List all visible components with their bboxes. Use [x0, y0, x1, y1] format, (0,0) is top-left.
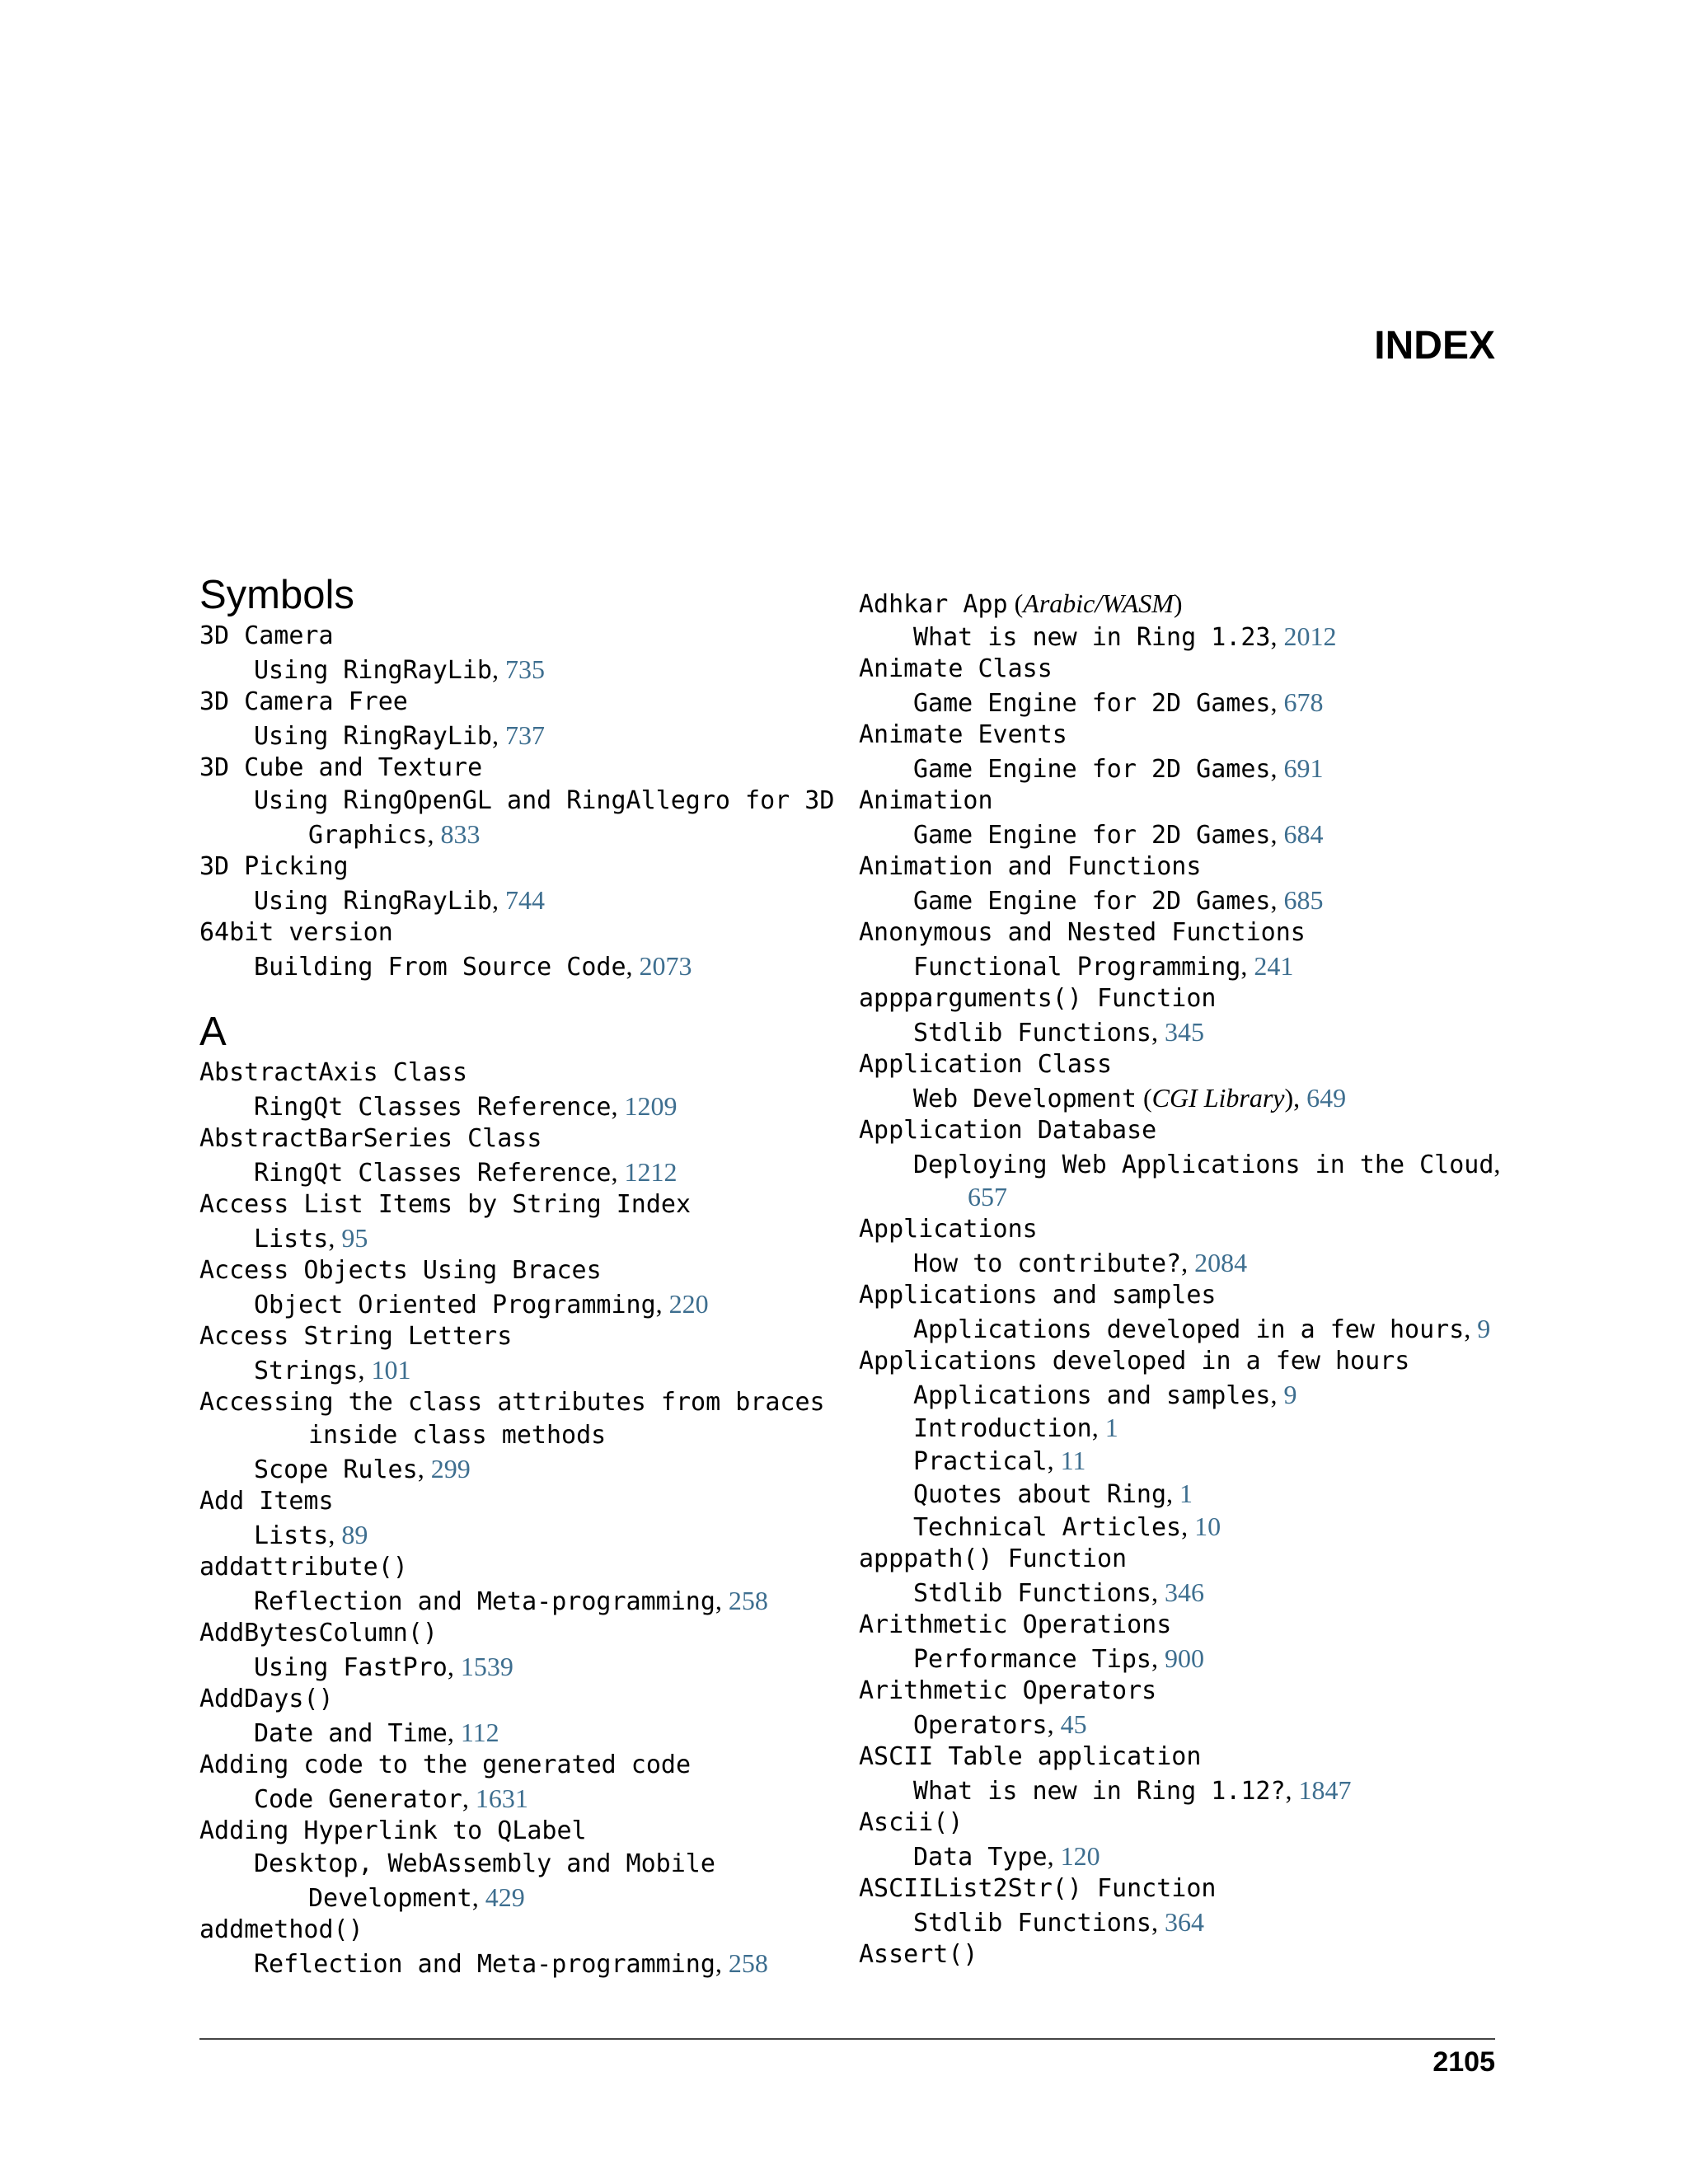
subentry-label: Game Engine for 2D Games [913, 887, 1271, 916]
index-term: 64bit version [199, 918, 393, 947]
footer-rule [199, 2038, 1495, 2040]
subentry-label: Using RingRayLib [254, 722, 492, 751]
index-subentry: Using RingRayLib, 735 [254, 654, 545, 685]
index-term: Anonymous and Nested Functions [859, 918, 1306, 947]
index-term: Animate Events [859, 720, 1067, 749]
subentry-label: Using FastPro [254, 1653, 448, 1682]
page-link[interactable]: 657 [968, 1182, 1007, 1212]
index-term: Applications and samples [859, 1281, 1217, 1310]
index-term: 3D Camera Free [199, 687, 408, 716]
page-link[interactable]: 101 [371, 1355, 411, 1385]
index-subentry: Using RingRayLib, 744 [254, 885, 545, 916]
page-link[interactable]: 95 [341, 1223, 368, 1253]
index-subentry: Applications and samples, 9 [913, 1380, 1297, 1410]
index-term: Adhkar App (Arabic/WASM) [859, 588, 1183, 619]
index-term: addmethod() [199, 1915, 363, 1944]
page-link[interactable]: 10 [1194, 1511, 1221, 1541]
index-term: Adding Hyperlink to QLabel [199, 1816, 587, 1845]
index-subentry: Reflection and Meta-programming, 258 [254, 1948, 768, 1979]
index-term: Applications [859, 1215, 1038, 1244]
subentry-label: Game Engine for 2D Games [913, 689, 1271, 718]
index-term-continued: inside class methods [308, 1421, 607, 1450]
subentry-label: Introduction [913, 1414, 1092, 1443]
index-subentry-continued [859, 1180, 1502, 1213]
index-term: addattribute() [199, 1553, 408, 1582]
index-subentry: Reflection and Meta-programming, 258 [254, 1586, 768, 1616]
subentry-label: Performance Tips [913, 1645, 1151, 1674]
index-subentry: Operators, 45 [913, 1709, 1087, 1740]
index-term: Animation and Functions [859, 852, 1202, 881]
page-link[interactable]: 9 [1283, 1380, 1297, 1409]
index-term: AbstractAxis Class [199, 1058, 468, 1087]
index-subentry: Practical, 11 [913, 1446, 1086, 1476]
page-number: 2105 [1432, 2046, 1495, 2078]
index-term: ASCIIList2Str() Function [859, 1874, 1217, 1903]
index-subentry-continued: Graphics, 833 [308, 819, 481, 850]
index-subentry: Functional Programming, 241 [913, 951, 1294, 982]
index-subentry: Applications developed in a few hours, 9 [913, 1314, 1491, 1344]
page-link[interactable]: 1212 [624, 1157, 678, 1187]
page-link[interactable]: 364 [1164, 1907, 1204, 1937]
index-term: ASCII Table application [859, 1742, 1202, 1771]
index-subentry: Stdlib Functions, 345 [913, 1017, 1204, 1047]
page-link[interactable]: 1631 [475, 1783, 528, 1813]
subentry-label: How to contribute? [913, 1249, 1182, 1278]
subentry-label: Lists [254, 1521, 329, 1550]
page-link[interactable]: 120 [1060, 1841, 1100, 1871]
index-subentry: Stdlib Functions, 364 [913, 1907, 1204, 1938]
index-term: Access List Items by String Index [199, 1190, 692, 1219]
subentry-label: Functional Programming [913, 953, 1241, 982]
page-link[interactable]: 429 [485, 1882, 525, 1912]
page-link[interactable]: 744 [504, 885, 545, 915]
page-link[interactable]: 241 [1254, 951, 1294, 981]
page-link[interactable]: 2073 [639, 951, 692, 981]
term-note: Arabic/WASM [1023, 588, 1174, 618]
index-subentry: Game Engine for 2D Games, 684 [913, 819, 1324, 850]
subentry-label: Quotes about Ring [913, 1480, 1167, 1509]
subentry-label: RingQt Classes Reference [254, 1159, 612, 1188]
page-title: INDEX [1374, 324, 1495, 368]
page-link[interactable]: 345 [1164, 1017, 1204, 1047]
index-term: 3D Picking [199, 852, 349, 881]
subentry-label: What is new in Ring 1.12? [913, 1777, 1286, 1806]
page-link[interactable]: 258 [728, 1948, 768, 1978]
subentry-label: Web Development [913, 1085, 1137, 1113]
subentry-label: Graphics [308, 821, 428, 850]
page-link[interactable]: 220 [668, 1289, 709, 1319]
index-subentry: How to contribute?, 2084 [913, 1248, 1248, 1278]
subentry-label: Game Engine for 2D Games [913, 755, 1271, 784]
subentry-label: Building From Source Code [254, 953, 626, 982]
index-subentry: Game Engine for 2D Games, 678 [913, 687, 1324, 718]
subentry-label: Practical [913, 1447, 1048, 1476]
page-link[interactable]: 685 [1283, 885, 1324, 915]
index-subentry: Using FastPro, 1539 [254, 1652, 513, 1682]
index-subentry: Using RingRayLib, 737 [254, 720, 545, 751]
index-column-left [199, 570, 834, 1980]
index-subentry: RingQt Classes Reference, 1209 [254, 1091, 678, 1122]
page-link[interactable]: 346 [1164, 1577, 1204, 1607]
page-link[interactable]: 89 [341, 1520, 368, 1549]
index-subentry: Desktop, WebAssembly and Mobile [254, 1849, 715, 1878]
subentry-label: Applications developed in a few hours [913, 1315, 1465, 1344]
page-link[interactable]: 1539 [460, 1652, 513, 1681]
page-link[interactable]: 1847 [1298, 1775, 1352, 1805]
page-link[interactable]: 2084 [1194, 1248, 1248, 1277]
index-subentry: Object Oriented Programming, 220 [254, 1289, 709, 1319]
index-term: 3D Cube and Texture [199, 753, 483, 782]
index-term: Access String Letters [199, 1322, 513, 1351]
subentry-label: Lists [254, 1225, 329, 1254]
index-term: appparguments() Function [859, 984, 1217, 1013]
subentry-label: Object Oriented Programming [254, 1291, 656, 1319]
page-link[interactable]: 684 [1283, 819, 1324, 849]
index-subentry: Data Type, 120 [913, 1841, 1100, 1872]
index-subentry: Scope Rules, 299 [254, 1454, 471, 1484]
subentry-label: Reflection and Meta-programming [254, 1950, 715, 1979]
index-term: Arithmetic Operations [859, 1610, 1172, 1639]
index-subentry: Stdlib Functions, 346 [913, 1577, 1204, 1608]
page-link[interactable]: 691 [1283, 753, 1324, 783]
subentry-label: Code Generator [254, 1785, 462, 1814]
index-term: Access Objects Using Braces [199, 1256, 602, 1285]
index-subentry: Deploying Web Applications in the Cloud, [913, 1149, 1501, 1179]
index-term: Application Database [859, 1116, 1157, 1145]
index-subentry: Strings, 101 [254, 1355, 411, 1385]
page-link[interactable]: 735 [504, 654, 545, 684]
index-subentry: Lists, 89 [254, 1520, 368, 1550]
subentry-label: Game Engine for 2D Games [913, 821, 1271, 850]
subentry-label: What is new in Ring 1.23 [913, 623, 1271, 652]
section-gap [199, 982, 834, 1007]
index-subentry: Date and Time, 112 [254, 1718, 499, 1748]
page-link[interactable]: 258 [728, 1586, 768, 1615]
subentry-note: CGI Library [1151, 1083, 1285, 1113]
page-link[interactable]: 833 [440, 819, 481, 849]
term-label: Adhkar App [859, 590, 1008, 619]
page-link[interactable]: 2012 [1283, 621, 1337, 651]
section-heading-a: A [199, 1010, 227, 1054]
subentry-label: Scope Rules [254, 1455, 418, 1484]
subentry-label: Data Type [913, 1843, 1048, 1872]
index-term: Adding code to the generated code [199, 1750, 692, 1779]
index-term: AbstractBarSeries Class [199, 1124, 542, 1153]
subentry-label: Using RingRayLib [254, 656, 492, 685]
index-subentry: What is new in Ring 1.12?, 1847 [913, 1775, 1352, 1806]
subentry-label: Using RingRayLib [254, 887, 492, 916]
index-term: apppath() Function [859, 1544, 1128, 1573]
subentry-label: Operators [913, 1711, 1048, 1740]
index-subentry: Performance Tips, 900 [913, 1643, 1204, 1674]
page-link[interactable]: 678 [1283, 687, 1324, 717]
page-link[interactable]: 299 [430, 1454, 471, 1483]
index-subentry: Using RingOpenGL and RingAllegro for 3D [254, 786, 835, 815]
page-link[interactable]: 112 [460, 1718, 499, 1747]
page-link[interactable]: 737 [504, 720, 545, 750]
page-link[interactable]: 1 [1104, 1413, 1118, 1442]
index-subentry: Quotes about Ring, 1 [913, 1479, 1193, 1509]
index-term: Animate Class [859, 654, 1053, 683]
index-subentry: Game Engine for 2D Games, 691 [913, 753, 1324, 784]
subentry-label: Date and Time [254, 1719, 448, 1748]
index-subentry: What is new in Ring 1.23, 2012 [913, 621, 1337, 652]
page-link[interactable]: 11 [1060, 1446, 1086, 1475]
page-link[interactable]: 649 [1306, 1083, 1347, 1113]
index-term: Application Class [859, 1050, 1113, 1079]
section-heading-symbols: Symbols [199, 573, 354, 617]
index-term: Add Items [199, 1487, 334, 1516]
page-link[interactable]: 45 [1060, 1709, 1087, 1739]
subentry-label: Stdlib Functions [913, 1579, 1151, 1608]
index-term: Accessing the class attributes from braces [199, 1388, 825, 1417]
subentry-label: Development [308, 1884, 472, 1913]
subentry-label: Strings [254, 1357, 359, 1385]
subentry-label: RingQt Classes Reference [254, 1093, 612, 1122]
page-link[interactable]: 9 [1477, 1314, 1491, 1343]
subentry-label: Deploying Web Applications in the Cloud [913, 1151, 1494, 1179]
subentry-label: Stdlib Functions [913, 1909, 1151, 1938]
index-term: Applications developed in a few hours [859, 1347, 1410, 1376]
index-term: 3D Camera [199, 621, 334, 650]
page-link[interactable]: 1 [1179, 1479, 1193, 1508]
index-subentry: Building From Source Code, 2073 [254, 951, 692, 982]
index-subentry: Web Development (CGI Library), 649 [913, 1083, 1347, 1113]
index-subentry: RingQt Classes Reference, 1212 [254, 1157, 678, 1188]
subentry-label: Technical Articles [913, 1513, 1182, 1542]
index-subentry-continued: Development, 429 [308, 1882, 525, 1913]
page-link[interactable]: 900 [1164, 1643, 1204, 1673]
subentry-label: Reflection and Meta-programming [254, 1587, 715, 1616]
index-term: AddBytesColumn() [199, 1619, 438, 1647]
index-subentry: Code Generator, 1631 [254, 1783, 528, 1814]
page-link[interactable]: 1209 [624, 1091, 678, 1121]
index-term: Arithmetic Operators [859, 1676, 1157, 1705]
index-term: Ascii() [859, 1808, 964, 1837]
index-column-right [859, 587, 1502, 1971]
index-subentry: Game Engine for 2D Games, 685 [913, 885, 1324, 916]
index-term: AddDays() [199, 1685, 334, 1713]
index-term: Assert() [859, 1940, 978, 1969]
index-term: Animation [859, 786, 993, 815]
index-subentry: Introduction, 1 [913, 1413, 1118, 1443]
subentry-label: Stdlib Functions [913, 1019, 1151, 1047]
index-subentry: Lists, 95 [254, 1223, 368, 1254]
index-subentry: Technical Articles, 10 [913, 1511, 1221, 1542]
subentry-label: Applications and samples [913, 1381, 1271, 1410]
